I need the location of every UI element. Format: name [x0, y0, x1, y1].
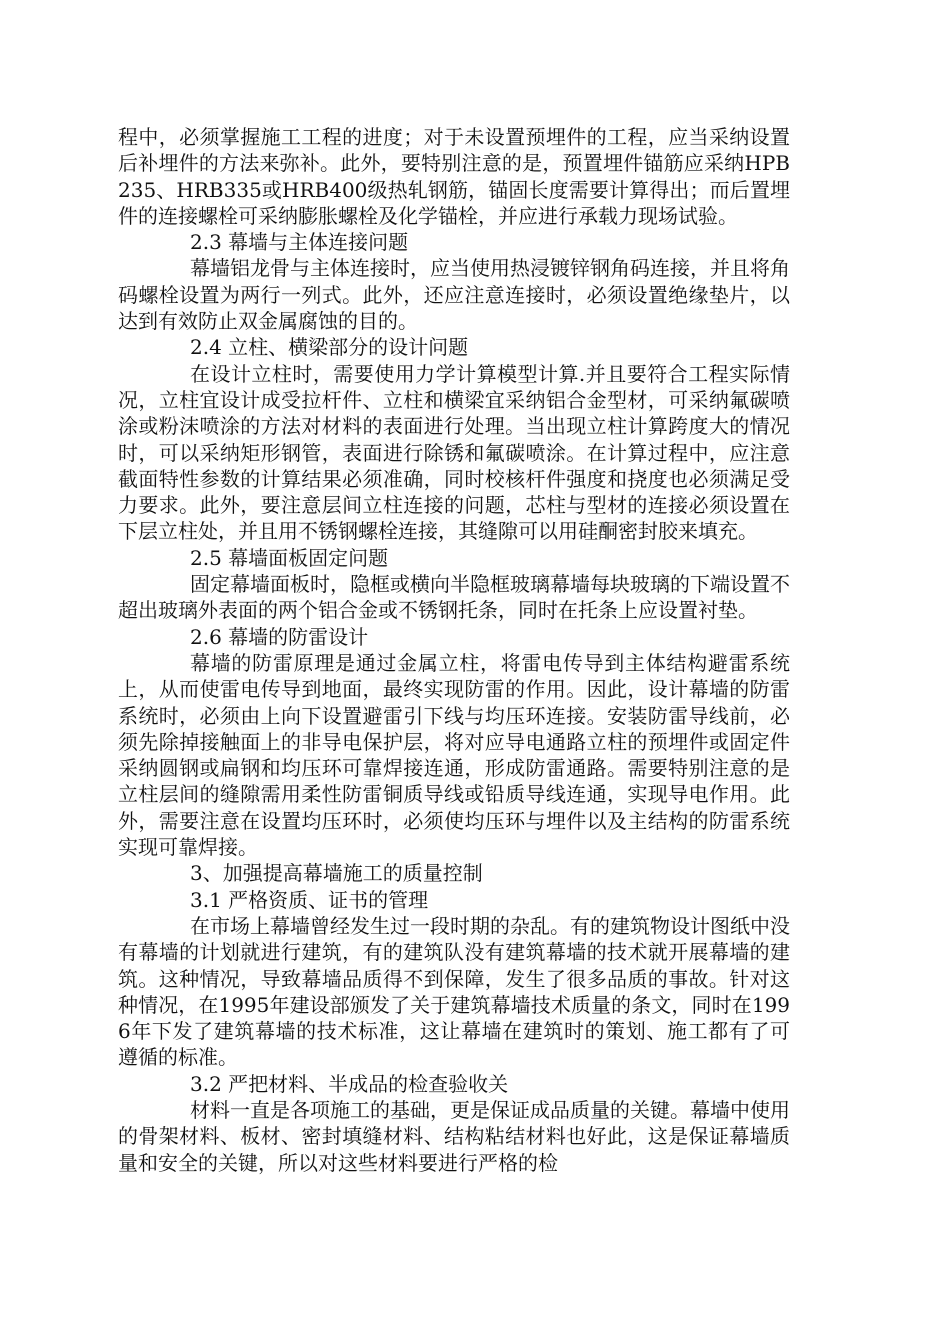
body-paragraph: 幕墙的防雷原理是通过金属立柱，将雷电传导到主体结构避雷系统上，从而使雷电传导到地面，最终实现防雷的作用。因此，设计幕墙的防雷系统时，必须由上向下设置避雷引下线与均压环连接。安装防雷导线前，必须先除掉接触面上的非导电保护层，将对应导电通路立柱的预埋件或固定件采纳圆钢或扁钢和均压环可靠焊接连通，形成防雷通路。需要特别注意的是立柱层间的缝隙需用柔性防雷铜质导线或铅质导线连通，实现导电作用。此外，需要注意在设置均压环时，必须使均压环与埋件以及主结构的防雷系统实现可靠焊接。 — [118, 650, 790, 860]
section-heading: 3、加强提高幕墙施工的质量控制 — [190, 861, 483, 886]
section-heading: 2.3 幕墙与主体连接问题 — [190, 230, 409, 255]
section-heading: 2.6 幕墙的防雷设计 — [190, 624, 369, 649]
section-heading: 3.1 严格资质、证书的管理 — [190, 887, 429, 912]
body-paragraph: 在市场上幕墙曾经发生过一段时期的杂乱。有的建筑物设计图纸中没有幕墙的计划就进行建筑，有的建筑队没有建筑幕墙的技术就开展幕墙的建筑。这种情况，导致幕墙品质得不到保障，发生了很多品质的事故。针对这种情况，在1995年建设部颁发了关于建筑幕墙技术质量的条文，同时在1996年下发了建筑幕墙的技术标准，这让幕墙在建筑时的策划、施工都有了可遵循的标准。 — [118, 913, 790, 1070]
body-paragraph: 固定幕墙面板时，隐框或横向半隐框玻璃幕墙每块玻璃的下端设置不超出玻璃外表面的两个铝合金或不锈钢托条，同时在托条上应设置衬垫。 — [118, 572, 790, 623]
document-body — [118, 124, 790, 1176]
body-paragraph: 程中，必须掌握施工工程的进度；对于未设置预埋件的工程，应当采纳设置后补埋件的方法来弥补。此外，要特别注意的是，预置埋件锚筋应采纳HPB235、HRB335或HRB400级热轧钢筋，锚固长度需要计算得出；而后置埋件的连接螺栓可采纳膨胀螺栓及化学锚栓，并应进行承载力现场试验。 — [118, 125, 790, 228]
section-heading: 2.4 立柱、横梁部分的设计问题 — [190, 335, 469, 360]
body-paragraph: 材料一直是各项施工的基础，更是保证成品质量的关键。幕墙中使用的骨架材料、板材、密封填缝材料、结构粘结材料也好此，这是保证幕墙质量和安全的关键，所以对这些材料要进行严格的检 — [118, 1097, 790, 1175]
body-paragraph: 幕墙铝龙骨与主体连接时，应当使用热浸镀锌钢角码连接，并且将角码螺栓设置为两行一列式。此外，还应注意连接时，必须设置绝缘垫片，以达到有效防止双金属腐蚀的目的。 — [118, 256, 790, 334]
section-heading: 3.2 严把材料、半成品的检查验收关 — [190, 1071, 509, 1096]
body-paragraph: 在设计立柱时，需要使用力学计算模型计算.并且要符合工程实际情况，立柱宜设计成受拉杆件、立柱和横梁宜采纳铝合金型材，可采纳氟碳喷涂或粉沫喷涂的方法对材料的表面进行处理。当出现立柱计算跨度大的情况时，可以采纳矩形钢管，表面进行除锈和氟碳喷涂。在计算过程中，应注意截面特性参数的计算结果必须准确，同时校核杆件强度和挠度也必须满足受力要求。此外，要注意层间立柱连接的问题，芯柱与型材的连接必须设置在下层立柱处，并且用不锈钢螺栓连接，其缝隙可以用硅酮密封胶来填充。 — [118, 361, 790, 544]
section-heading: 2.5 幕墙面板固定问题 — [190, 545, 389, 570]
